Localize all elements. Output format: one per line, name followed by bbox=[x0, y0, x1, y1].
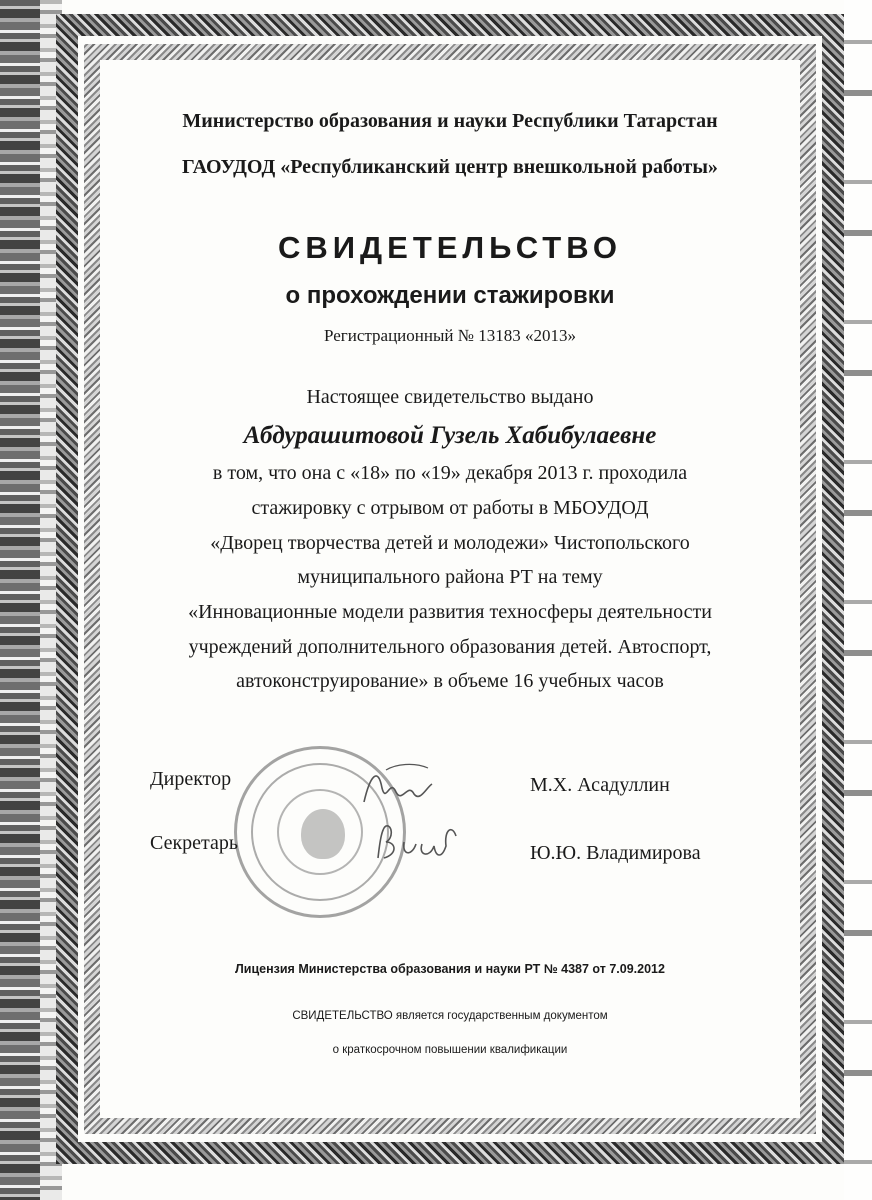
recipient-name: Абдурашитовой Гузель Хабибулаевне bbox=[243, 422, 657, 449]
body-line: «Инновационные модели развития техносферы деятельности bbox=[188, 601, 712, 623]
footer-note-line1: СВИДЕТЕЛЬСТВО является государственным документом bbox=[292, 1010, 608, 1022]
body-line: автоконструирование» в объеме 16 учебных часов bbox=[236, 670, 664, 692]
body-line: в том, что она с «18» по «19» декабря 2013 г. проходила bbox=[212, 462, 688, 484]
organization-header: ГАОУДОД «Республиканский центр внешкольной работы» bbox=[182, 156, 718, 178]
body-line: стажировку с отрывом от работы в МБОУДОД bbox=[251, 497, 649, 519]
registration-number: Регистрационный № 13183 «2013» bbox=[324, 326, 576, 345]
secretary-name: Ю.Ю. Владимирова bbox=[530, 842, 701, 864]
certificate bbox=[100, 60, 800, 1120]
stamp-emblem bbox=[301, 809, 345, 859]
issued-to-text: Настоящее свидетельство выдано bbox=[306, 386, 594, 408]
body-line: «Дворец творчества детей и молодежи» Чистопольского bbox=[210, 532, 690, 554]
ministry-header: Министерство образования и науки Республики Татарстан bbox=[182, 110, 718, 132]
director-signature bbox=[356, 758, 436, 818]
secretary-signature bbox=[372, 818, 482, 868]
document-subtitle: о прохождении стажировки bbox=[285, 282, 615, 309]
body-line: муниципального района РТ на тему bbox=[297, 566, 603, 588]
document-title: СВИДЕТЕЛЬСТВО bbox=[278, 230, 622, 265]
director-label: Директор bbox=[150, 768, 232, 790]
scan-edge-right bbox=[844, 0, 872, 1200]
footer-note-line2: о краткосрочном повышении квалификации bbox=[332, 1044, 568, 1056]
scan-edge-left bbox=[0, 0, 40, 1200]
director-name: М.Х. Асадуллин bbox=[530, 774, 670, 796]
body-line: учреждений дополнительного образования детей. Автоспорт, bbox=[188, 636, 712, 658]
license-line: Лицензия Министерства образования и науки РТ № 4387 от 7.09.2012 bbox=[235, 962, 665, 976]
secretary-label: Секретарь bbox=[150, 832, 239, 854]
